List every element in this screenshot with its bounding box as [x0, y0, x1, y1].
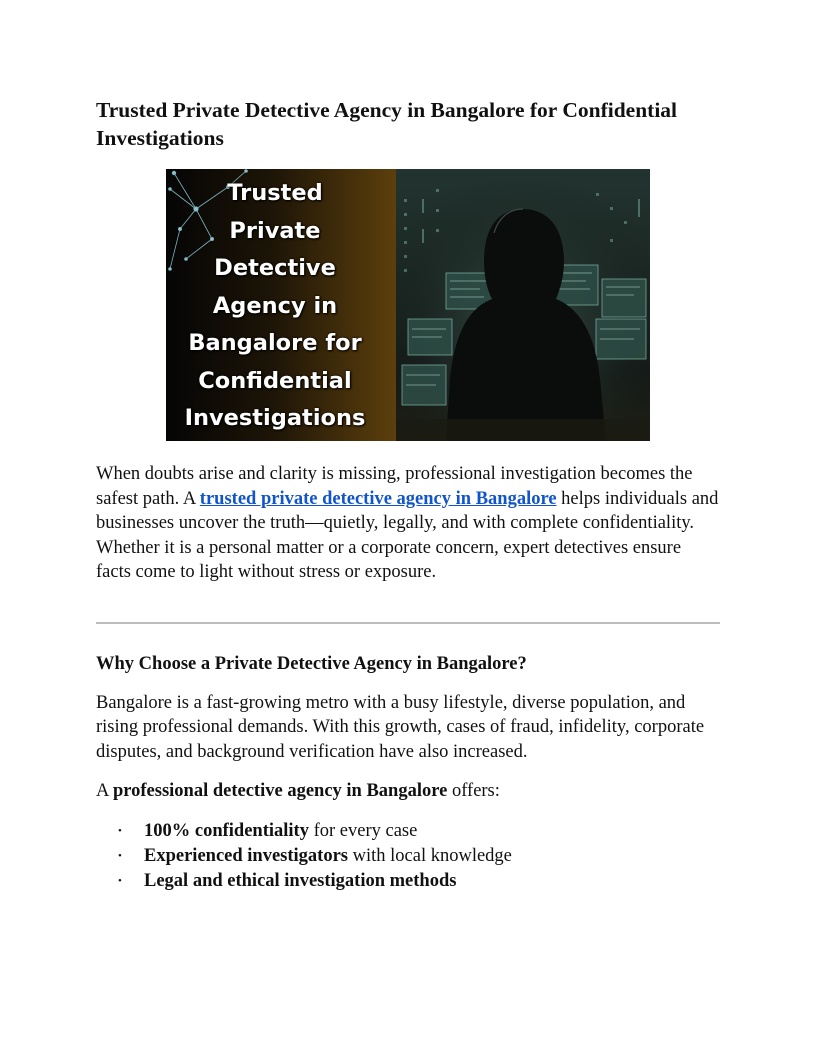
offers-intro-suffix: offers: [447, 781, 500, 801]
hero-title-line: Agency in [212, 292, 338, 319]
hero-title-line: Confidential [198, 367, 352, 394]
hero-title-line: Private [229, 217, 321, 244]
bullet-icon: • [118, 849, 122, 862]
offer-rest: for every case [308, 820, 418, 841]
offer-bold: Legal and ethical investigation methods [144, 870, 457, 891]
section-divider [96, 622, 720, 624]
bullet-icon: • [118, 874, 122, 887]
hooded-figure-photo [396, 169, 650, 441]
hero-title [166, 175, 384, 438]
intro-paragraph [96, 462, 720, 585]
bullet-icon: • [118, 824, 122, 837]
offer-bold: 100% confidentiality [144, 820, 309, 841]
list-item [96, 844, 720, 869]
agency-link[interactable]: trusted private detective agency in Bangalore [199, 488, 557, 509]
hero-title-line: Detective [214, 255, 336, 281]
list-item [96, 869, 720, 894]
hero-title-line: Investigations [184, 405, 366, 431]
offer-rest: with local knowledge [348, 845, 512, 866]
section-paragraph: Bangalore is a fast-growing metro with a busy lifestyle, diverse population, and rising professional demands. With this growth, cases of fraud, infidelity, corporate disputes, and background verification have also increased. [96, 692, 705, 762]
offer-bold: Experienced investigators [144, 845, 348, 866]
hero-image [166, 169, 650, 441]
hero-title-line: Trusted [227, 180, 323, 206]
section-heading: Why Choose a Private Detective Agency in Bangalore? [96, 653, 527, 674]
offers-intro-prefix: A [96, 781, 113, 801]
document-page [96, 96, 720, 894]
page-title: Trusted Private Detective Agency in Bangalore for Confidential Investigations [96, 98, 678, 150]
hero-text-panel [166, 169, 396, 441]
list-item [96, 819, 720, 844]
offers-intro-bold: professional detective agency in Bangalore [112, 781, 448, 801]
intro-text-after: helps individuals and businesses uncover the truth—quietly, legally, and with complete confidentiality. Whether it is a personal matter or a corporate concern, expert detectives ensure facts come to light without stress or exposure. [96, 488, 719, 582]
hooded-figure-illustration [396, 169, 650, 441]
hero-title-line: Bangalore for [188, 330, 362, 356]
offers-intro [96, 779, 720, 804]
offers-list [96, 819, 720, 894]
intro-text-before: When doubts arise and clarity is missing, professional investigation becomes the safest path. A [96, 464, 693, 509]
